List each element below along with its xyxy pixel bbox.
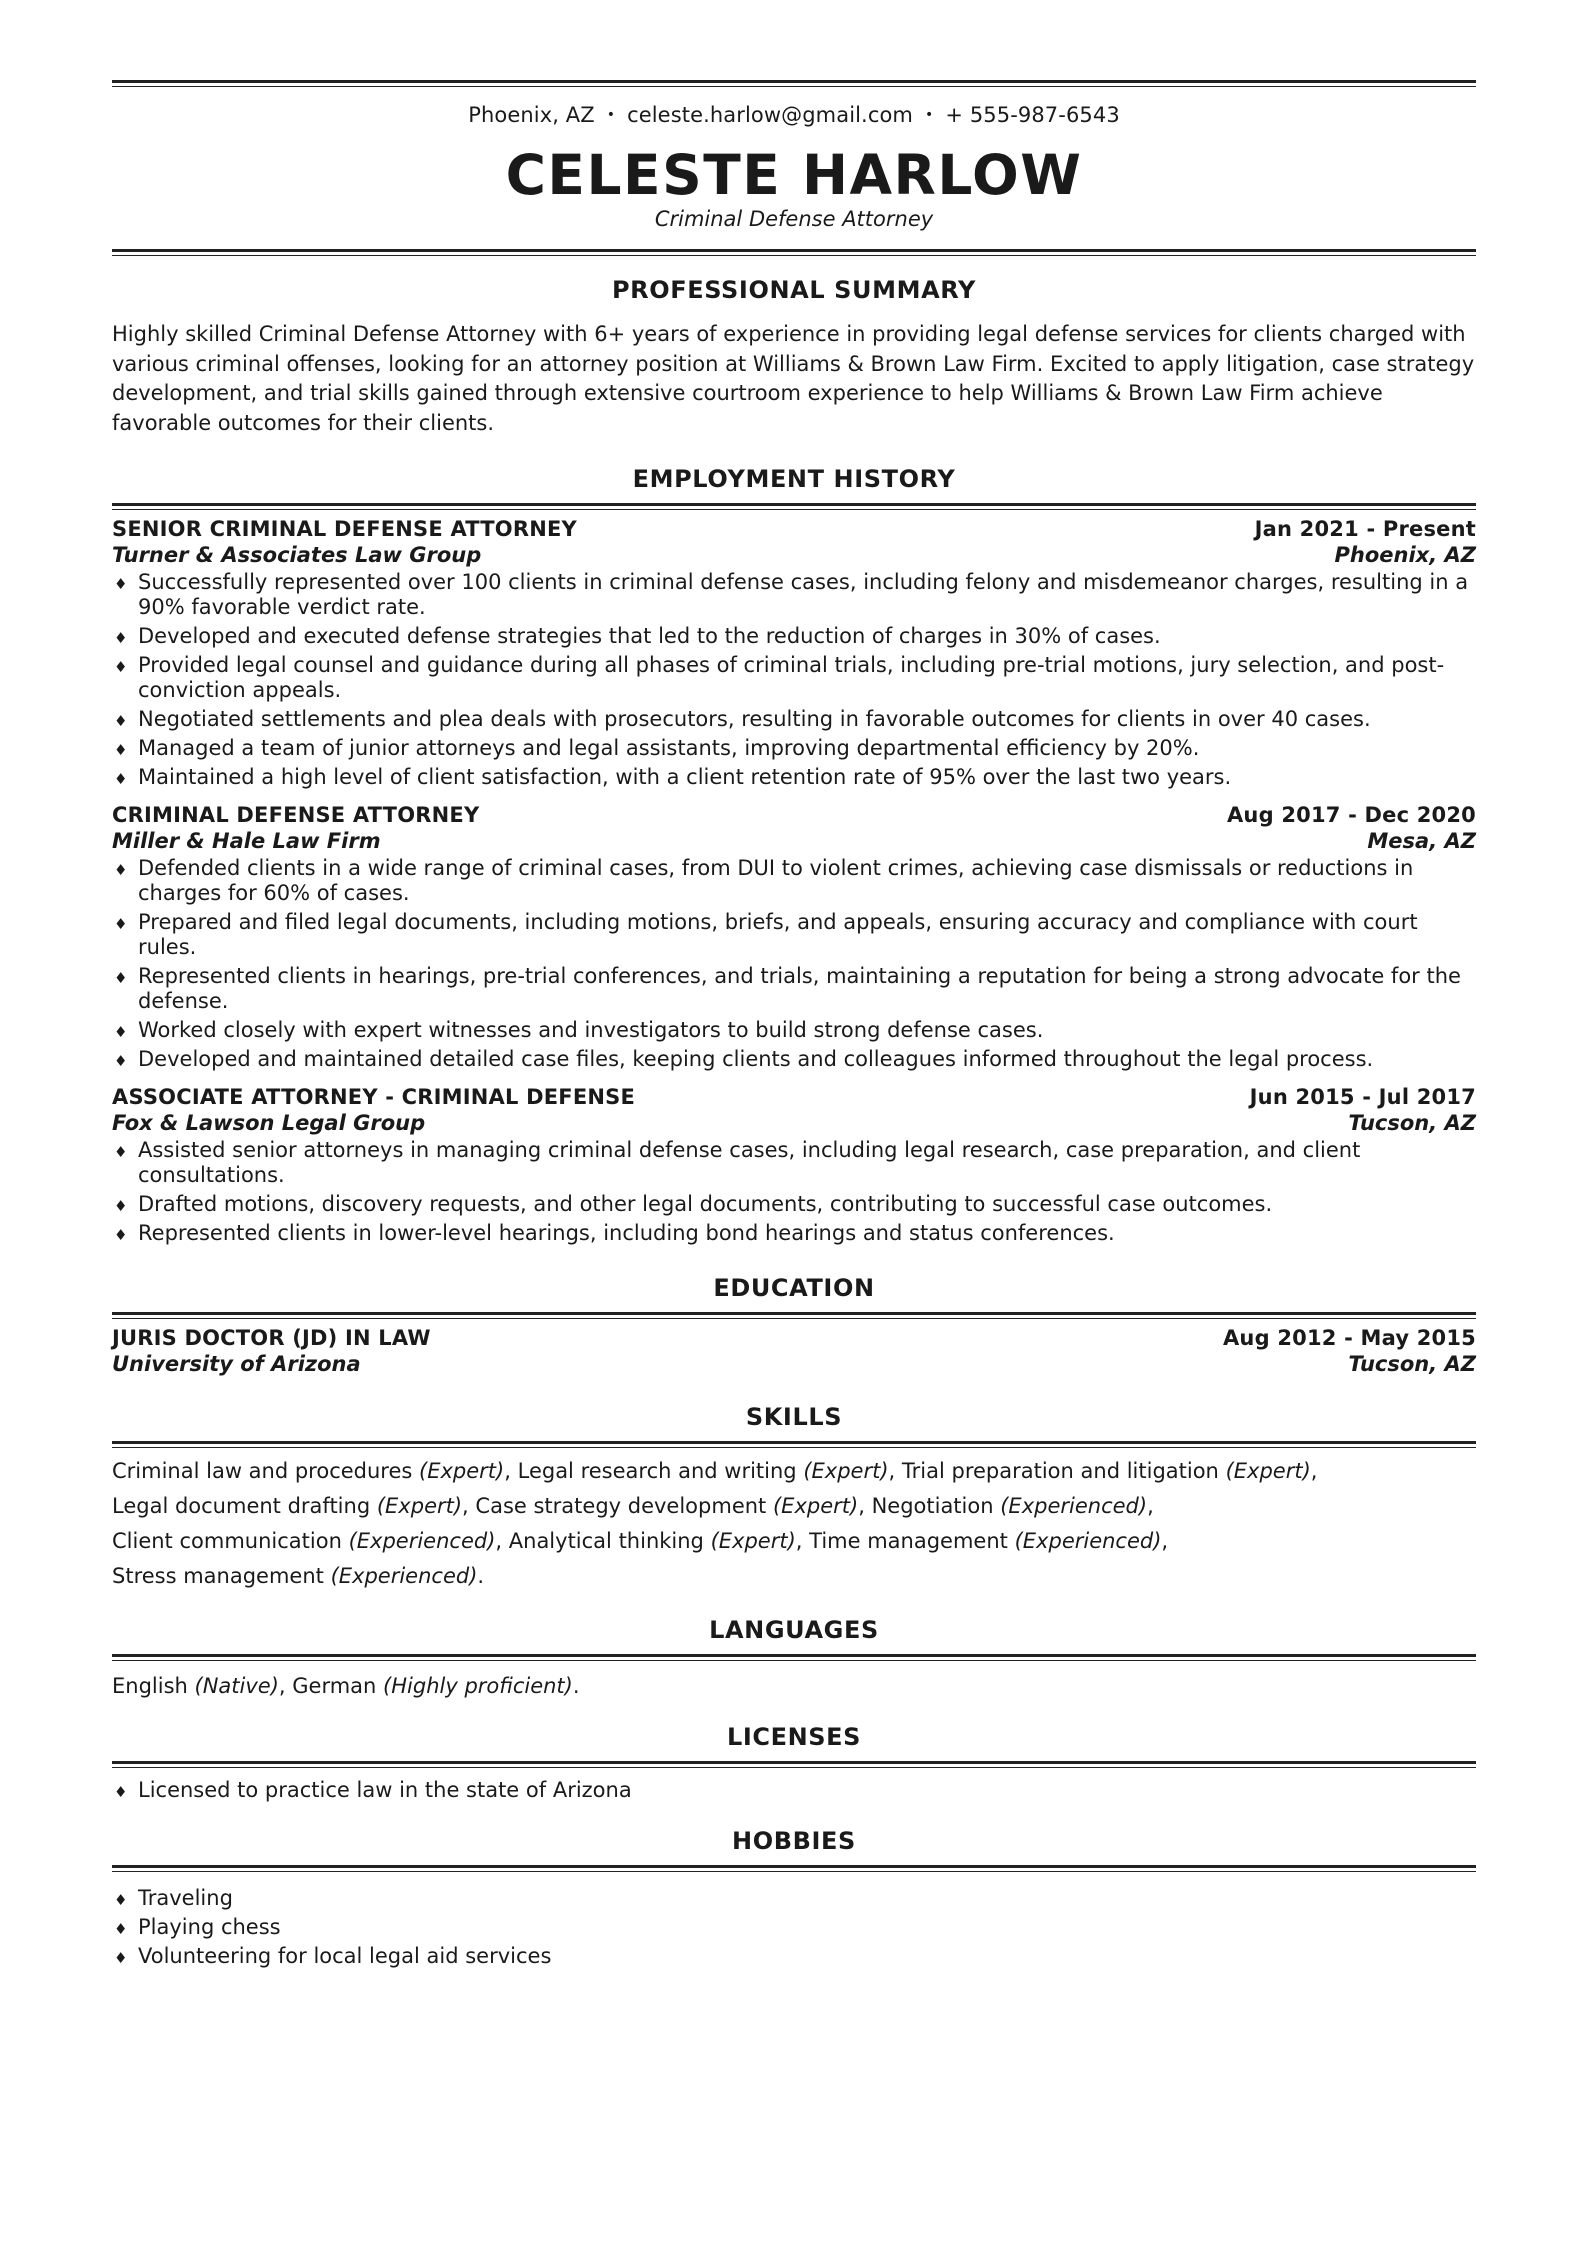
diamond-bullet-icon: ♦ [114,1920,128,1938]
job-location: Tucson, AZ [1348,1111,1476,1135]
skill-item: Time management (Experienced), [809,1529,1169,1553]
skill-item: Stress management (Experienced). [112,1564,485,1588]
degree-title: JURIS DOCTOR (JD) IN LAW [112,1326,431,1350]
skill-item: Negotiation (Experienced), [871,1494,1154,1518]
email-text: celeste.harlow@gmail.com [627,103,913,127]
bullet-text: Assisted senior attorneys in managing criminal defense cases, including legal research, case preparation, and client consultations. [138,1138,1361,1187]
skill-name: Negotiation [871,1494,994,1518]
summary-text: Highly skilled Criminal Defense Attorney with 6+ years of experience in providing legal defense services for clients charged with various criminal offenses, looking for an attorney position at Williams & Brown Law Firm. Excited to apply litigation, case strategy development, and trial skills gained through extensive courtroom experience to help Williams & Brown Law Firm achieve favorable outcomes for their clients. [112,322,1475,435]
diamond-bullet-icon: ♦ [114,969,128,987]
section-heading-education: EDUCATION [713,1274,875,1302]
bullet-item [112,653,1476,703]
header-rule [112,249,1476,256]
candidate-role: Criminal Defense Attorney [654,207,934,231]
section-rule [112,1654,1476,1661]
bullet-text: Traveling [138,1886,233,1910]
bullet-item [112,1018,1476,1043]
language-name: English [112,1674,188,1698]
job-organization: Fox & Lawson Legal Group [112,1111,426,1135]
language-level: (Native) [194,1674,279,1698]
skill-name: Case strategy development [475,1494,767,1518]
skill-level: (Expert) [710,1529,796,1553]
separator-dot-icon: • [925,107,934,123]
bullet-text: Prepared and filed legal documents, including motions, briefs, and appeals, ensuring accuracy and compliance with court rules. [138,910,1418,959]
bullet-text: Volunteering for local legal aid services [138,1944,552,1968]
section-heading-hobbies: HOBBIES [732,1827,856,1855]
skill-item: Case strategy development (Expert), [475,1494,865,1518]
skills-list [112,1454,1476,1594]
job-bullets [112,570,1476,790]
skill-item: Client communication (Experienced), [112,1529,503,1553]
skill-name: Legal document drafting [112,1494,371,1518]
degree-dates: Aug 2012 - May 2015 [1222,1326,1476,1350]
bullet-item [112,1778,1476,1803]
bullet-item [112,1192,1476,1217]
bullet-item [112,570,1476,620]
bullet-item [112,1047,1476,1072]
bullet-item [112,1944,1476,1969]
job-title: ASSOCIATE ATTORNEY - CRIMINAL DEFENSE [112,1085,636,1109]
diamond-bullet-icon: ♦ [114,1891,128,1909]
bullet-text: Developed and maintained detailed case files, keeping clients and colleagues informed throughout the legal process. [138,1047,1374,1071]
skill-item: Legal research and writing (Expert), [517,1459,896,1483]
bullet-text: Successfully represented over 100 clients in criminal defense cases, including felony and misdemeanor charges, resulting in a 90% favorable verdict rate. [138,570,1469,619]
bullet-text: Defended clients in a wide range of criminal cases, from DUI to violent crimes, achieving case dismissals or reductions in charges for 60% of cases. [138,856,1414,905]
bullet-item [112,1138,1476,1188]
skill-level: (Expert) [772,1494,859,1518]
skill-level: (Experienced) [1000,1494,1148,1518]
city-text: Phoenix, AZ [468,103,595,127]
bullet-text: Represented clients in lower-level hearings, including bond hearings and status conferences. [138,1221,1115,1245]
bullet-item [112,1915,1476,1940]
hobbies-list [112,1886,1476,1969]
bullet-text: Playing chess [138,1915,281,1939]
section-rule [112,503,1476,510]
language-item: English (Native), [112,1674,293,1698]
contact-line [112,103,1476,127]
diamond-bullet-icon: ♦ [114,770,128,788]
bullet-item [112,1221,1476,1246]
bullet-item [112,1886,1476,1911]
section-heading-skills: SKILLS [745,1403,843,1431]
education-entry [112,1325,1476,1377]
section-rule [112,1761,1476,1768]
bullet-item [112,624,1476,649]
diamond-bullet-icon: ♦ [114,712,128,730]
bullet-text: Licensed to practice law in the state of Arizona [138,1778,632,1802]
diamond-bullet-icon: ♦ [114,861,128,879]
candidate-name: CELESTE HARLOW [505,143,1083,207]
bullet-text: Provided legal counsel and guidance during all phases of criminal trials, including pre-trial motions, jury selection, and post-conviction appeals. [138,653,1445,702]
job-location: Mesa, AZ [1367,829,1476,853]
skill-name: Client communication [112,1529,342,1553]
diamond-bullet-icon: ♦ [114,915,128,933]
section-rule [112,1441,1476,1448]
language-item: German (Highly proficient). [292,1674,580,1698]
skill-level: (Experienced) [348,1529,496,1553]
jobs-list [112,516,1476,1246]
skill-name: Time management [809,1529,1008,1553]
diamond-bullet-icon: ♦ [114,1226,128,1244]
languages-list [112,1671,1476,1701]
skill-item: Trial preparation and litigation (Expert), [901,1459,1318,1483]
skill-item: Legal document drafting (Expert), [112,1494,469,1518]
bullet-text: Managed a team of junior attorneys and legal assistants, improving departmental efficiency by 20%. [138,736,1200,760]
section-rule [112,1312,1476,1319]
diamond-bullet-icon: ♦ [114,1949,128,1967]
section-rule [112,1865,1476,1872]
language-level: (Highly proficient) [383,1674,573,1698]
phone-text: + 555-987-6543 [945,103,1120,127]
bullet-text: Negotiated settlements and plea deals with prosecutors, resulting in favorable outcomes for clients in over 40 cases. [138,707,1371,731]
bullet-item [112,765,1476,790]
bullet-text: Represented clients in hearings, pre-trial conferences, and trials, maintaining a reputation for being a strong advocate for the defense. [138,964,1461,1013]
bullet-text: Maintained a high level of client satisfaction, with a client retention rate of 95% over the last two years. [138,765,1232,789]
bullet-text: Drafted motions, discovery requests, and other legal documents, contributing to successful case outcomes. [138,1192,1273,1216]
bullet-item [112,910,1476,960]
licenses-list [112,1778,1476,1803]
skill-level: (Expert) [376,1494,463,1518]
bullet-item [112,856,1476,906]
job-bullets [112,1138,1476,1246]
school-name: University of Arizona [112,1352,361,1376]
top-rule [112,80,1476,87]
section-heading-summary: PROFESSIONAL SUMMARY [611,276,977,304]
skill-name: Analytical thinking [508,1529,704,1553]
job-organization: Miller & Hale Law Firm [112,829,381,853]
bullet-text: Developed and executed defense strategies that led to the reduction of charges in 30% of cases. [138,624,1161,648]
diamond-bullet-icon: ♦ [114,1052,128,1070]
section-heading-languages: LANGUAGES [709,1616,879,1644]
job-entry [112,802,1476,1072]
skill-name: Stress management [112,1564,324,1588]
skill-level: (Experienced) [1014,1529,1162,1553]
job-organization: Turner & Associates Law Group [112,543,482,567]
job-title: CRIMINAL DEFENSE ATTORNEY [112,803,480,827]
job-bullets [112,856,1476,1072]
diamond-bullet-icon: ♦ [114,658,128,676]
bullet-text: Worked closely with expert witnesses and investigators to build strong defense cases. [138,1018,1044,1042]
skill-level: (Expert) [803,1459,889,1483]
skill-item: Analytical thinking (Expert), [508,1529,803,1553]
job-dates: Jan 2021 - Present [1254,517,1476,541]
diamond-bullet-icon: ♦ [114,1143,128,1161]
skill-name: Trial preparation and litigation [901,1459,1219,1483]
skill-name: Criminal law and procedures [112,1459,413,1483]
skill-level: (Expert) [1225,1459,1311,1483]
diamond-bullet-icon: ♦ [114,1783,128,1801]
diamond-bullet-icon: ♦ [114,1023,128,1041]
job-entry [112,516,1476,790]
skill-name: Legal research and writing [517,1459,797,1483]
bullet-item [112,707,1476,732]
bullet-item [112,964,1476,1014]
school-location: Tucson, AZ [1348,1352,1476,1376]
skill-item: Criminal law and procedures (Expert), [112,1459,511,1483]
language-name: German [292,1674,377,1698]
job-dates: Jun 2015 - Jul 2017 [1249,1085,1476,1109]
section-heading-employment: EMPLOYMENT HISTORY [632,465,956,493]
separator-dot-icon: • [606,107,616,123]
diamond-bullet-icon: ♦ [114,741,128,759]
job-location: Phoenix, AZ [1334,543,1476,567]
diamond-bullet-icon: ♦ [114,629,128,647]
skill-level: (Expert) [419,1459,505,1483]
job-title: SENIOR CRIMINAL DEFENSE ATTORNEY [112,517,577,541]
job-dates: Aug 2017 - Dec 2020 [1226,803,1476,827]
diamond-bullet-icon: ♦ [114,575,128,593]
diamond-bullet-icon: ♦ [114,1197,128,1215]
section-heading-licenses: LICENSES [726,1723,862,1751]
bullet-item [112,736,1476,761]
job-entry [112,1084,1476,1246]
skill-level: (Experienced) [330,1564,478,1588]
